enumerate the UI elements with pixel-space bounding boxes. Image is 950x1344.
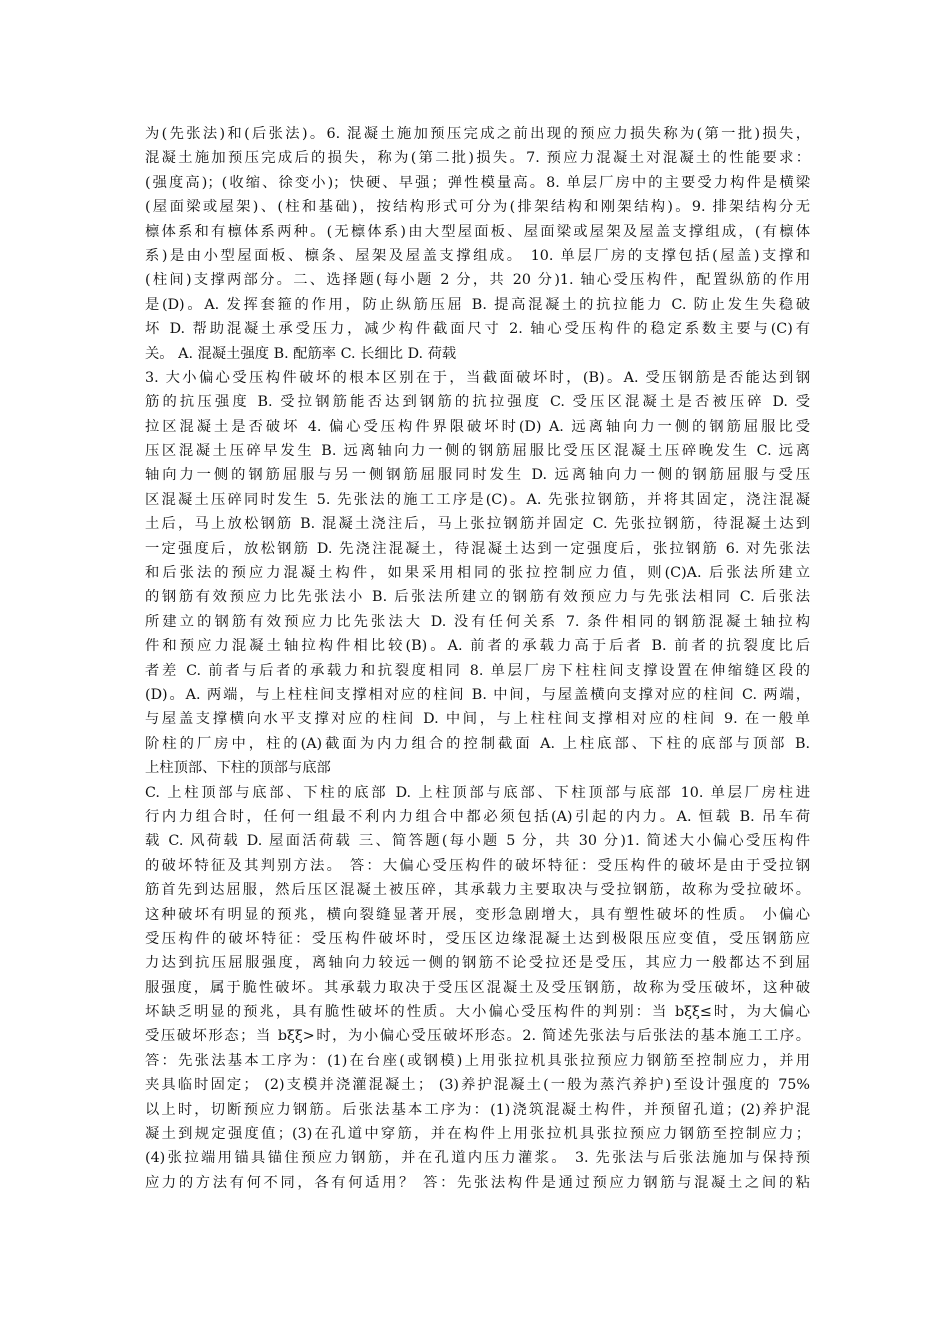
- text-line: 的钢筋有效预应力比先张法小 B. 后张法所建立的钢筋有效预应力与先张法相同 C. 后张法: [145, 589, 810, 606]
- text-line: 的破坏特征及其判别方法。 答：大偏心受压构件的破坏特征：受压构件的破坏是由于受拉钢: [145, 857, 810, 874]
- text-line: 答：先张法基本工序为：(1)在台座(或钢模)上用张拉机具张拉预应力钢筋至控制应力，并用: [145, 1052, 810, 1069]
- text-line: 3. 大小偏心受压构件破坏的根本区别在于，当截面破坏时，(B)。A. 受压钢筋是否能达到钢: [145, 369, 810, 386]
- text-line: 关。 A. 混凝土强度 B. 配筋率 C. 长细比 D. 荷载: [145, 345, 457, 362]
- text-line: 一定强度后，放松钢筋 D. 先浇注混凝土，待混凝土达到一定强度后，张拉钢筋 6. 对先张法: [145, 540, 810, 557]
- text-line: 受压构件的破坏特征：受压构件破坏时，受压区边缘混凝土达到极限压应变值，受压钢筋应: [145, 930, 810, 947]
- text-line: 阶柱的厂房中，柱的(A)截面为内力组合的控制截面 A. 上柱底部、下柱的底部与顶部 B.: [145, 735, 810, 752]
- text-line: 坏 D. 帮助混凝土承受压力，减少构件截面尺寸 2. 轴心受压构件的稳定系数主要与(C)有: [145, 321, 810, 338]
- text-line: 混凝土施加预压完成后的损失，称为(第二批)损失。7. 预应力混凝土对混凝土的性能要求：: [145, 150, 810, 167]
- text-line: (屋面梁或屋架)、(柱和基础)，按结构形式可分为(排架结构和刚架结构)。9. 排架结构分无: [145, 199, 810, 216]
- text-line: 系)是由小型屋面板、檩条、屋架及屋盖支撑组成。 10. 单层厂房的支撑包括(屋盖)支撑和: [145, 247, 810, 264]
- text-line: 与屋盖支撑横向水平支撑对应的柱间 D. 中间，与上柱柱间支撑相对应的柱间 9. 在一般单: [145, 711, 810, 728]
- text-line: 载 C. 风荷载 D. 屋面活荷载 三、简答题(每小题 5 分，共 30 分)1. 简述大小偏心受压构件: [145, 833, 810, 850]
- text-line: 压区混凝土压碎早发生 B. 远离轴向力一侧的钢筋屈服比受压区混凝土压碎晚发生 C. 远离: [145, 443, 810, 460]
- text-line: (强度高)；(收缩、徐变小)；快硬、早强；弹性模量高。8. 单层厂房中的主要受力构件是横梁: [145, 174, 810, 191]
- text-line: 区混凝土压碎同时发生 5. 先张法的施工工序是(C)。A. 先张拉钢筋，并将其固定，浇注混凝: [145, 491, 810, 508]
- text-line: 和后张法的预应力混凝土构件，如果采用相同的张拉控制应力值，则(C)A. 后张法所建立: [145, 565, 810, 582]
- text-line: 件和预应力混凝土轴拉构件相比较(B)。A. 前者的承载力高于后者 B. 前者的抗裂度比后: [145, 638, 810, 655]
- text-line: 力达到抗压屈服强度，离轴向力较远一侧的钢筋不论受拉还是受压，其应力一般都达不到屈: [145, 955, 810, 972]
- text-line: (柱间)支撑两部分。二、选择题(每小题 2 分，共 20 分)1. 轴心受压构件，配置纵筋的作用: [145, 272, 810, 289]
- text-line: 筋的抗压强度 B. 受拉钢筋能否达到钢筋的抗拉强度 C. 受压区混凝土是否被压碎 D. 受: [145, 394, 810, 411]
- text-line: 服强度，属于脆性破坏。其承载力取决于受压区混凝土及受压钢筋，故称为受压破坏，这种破: [145, 979, 810, 996]
- text-line: 者差 C. 前者与后者的承载力和抗裂度相同 8. 单层厂房下柱柱间支撑设置在伸缩缝区段的: [145, 662, 810, 679]
- text-line: 拉区混凝土是否破坏 4. 偏心受压构件界限破坏时(D) A. 远离轴向力一侧的钢筋屈服比受: [145, 418, 810, 435]
- text-line: 上柱顶部、下柱的顶部与底部: [145, 760, 331, 777]
- text-line: 受压破坏形态；当 bξξ>时，为小偏心受压破坏形态。2. 简述先张法与后张法的基本施工工序。: [145, 1028, 810, 1045]
- text-line: 土后，马上放松钢筋 B. 混凝土浇注后，马上张拉钢筋并固定 C. 先张拉钢筋，待混凝土达到: [145, 516, 810, 533]
- text-line: 这种破坏有明显的预兆，横向裂缝显著开展，变形急剧增大，具有塑性破坏的性质。 小偏心: [145, 906, 810, 923]
- text-line: 以上时，切断预应力钢筋。后张法基本工序为：(1)浇筑混凝土构件，并预留孔道；(2)养护混: [145, 1101, 810, 1118]
- document-page: [145, 122, 810, 1195]
- text-line: 为(先张法)和(后张法)。6. 混凝土施加预压完成之前出现的预应力损失称为(第一批)损失，: [145, 126, 810, 142]
- text-line: 坏缺乏明显的预兆，具有脆性破坏的性质。大小偏心受压构件的判别：当 bξξ≤时，为大偏心: [145, 1004, 810, 1021]
- text-line: 凝土到规定强度值；(3)在孔道中穿筋，并在构件上用张拉机具张拉预应力钢筋至控制应力；: [145, 1126, 810, 1143]
- text-line: 应力的方法有何不同，各有何适用？ 答：先张法构件是通过预应力钢筋与混凝土之间的粘: [145, 1174, 810, 1191]
- text-line: 檩体系和有檩体系两种。(无檩体系)由大型屋面板、屋面梁或屋架及屋盖支撑组成，(有檩体: [145, 223, 810, 240]
- text-line: 是(D)。A. 发挥套箍的作用，防止纵筋压屈 B. 提高混凝土的抗拉能力 C. 防止发生失稳破: [145, 296, 810, 313]
- text-line: 行内力组合时，任何一组最不利内力组合中都必须包括(A)引起的内力。A. 恒载 B. 吊车荷: [145, 808, 810, 825]
- text-line: (4)张拉端用锚具锚住预应力钢筋，并在孔道内压力灌浆。 3. 先张法与后张法施加与保持预: [145, 1150, 810, 1167]
- text-line: 夹具临时固定； (2)支模并浇灌混凝土； (3)养护混凝土(一般为蒸汽养护)至设计强度的 75%: [145, 1077, 810, 1094]
- text-line: (D)。A. 两端，与上柱柱间支撑相对应的柱间 B. 中间，与屋盖横向支撑对应的柱间 C. 两端，: [145, 686, 810, 703]
- text-line: 轴向力一侧的钢筋屈服与另一侧钢筋屈服同时发生 D. 远离轴向力一侧的钢筋屈服与受压: [145, 467, 810, 484]
- text-line: 所建立的钢筋有效预应力比先张法大 D. 没有任何关系 7. 条件相同的钢筋混凝土轴拉构: [145, 613, 810, 630]
- text-line: C. 上柱顶部与底部、下柱的底部 D. 上柱顶部与底部、下柱顶部与底部 10. 单层厂房柱进: [145, 784, 810, 801]
- text-line: 筋首先到达屈服，然后压区混凝土被压碎，其承载力主要取决与受拉钢筋，故称为受拉破坏。: [145, 882, 810, 899]
